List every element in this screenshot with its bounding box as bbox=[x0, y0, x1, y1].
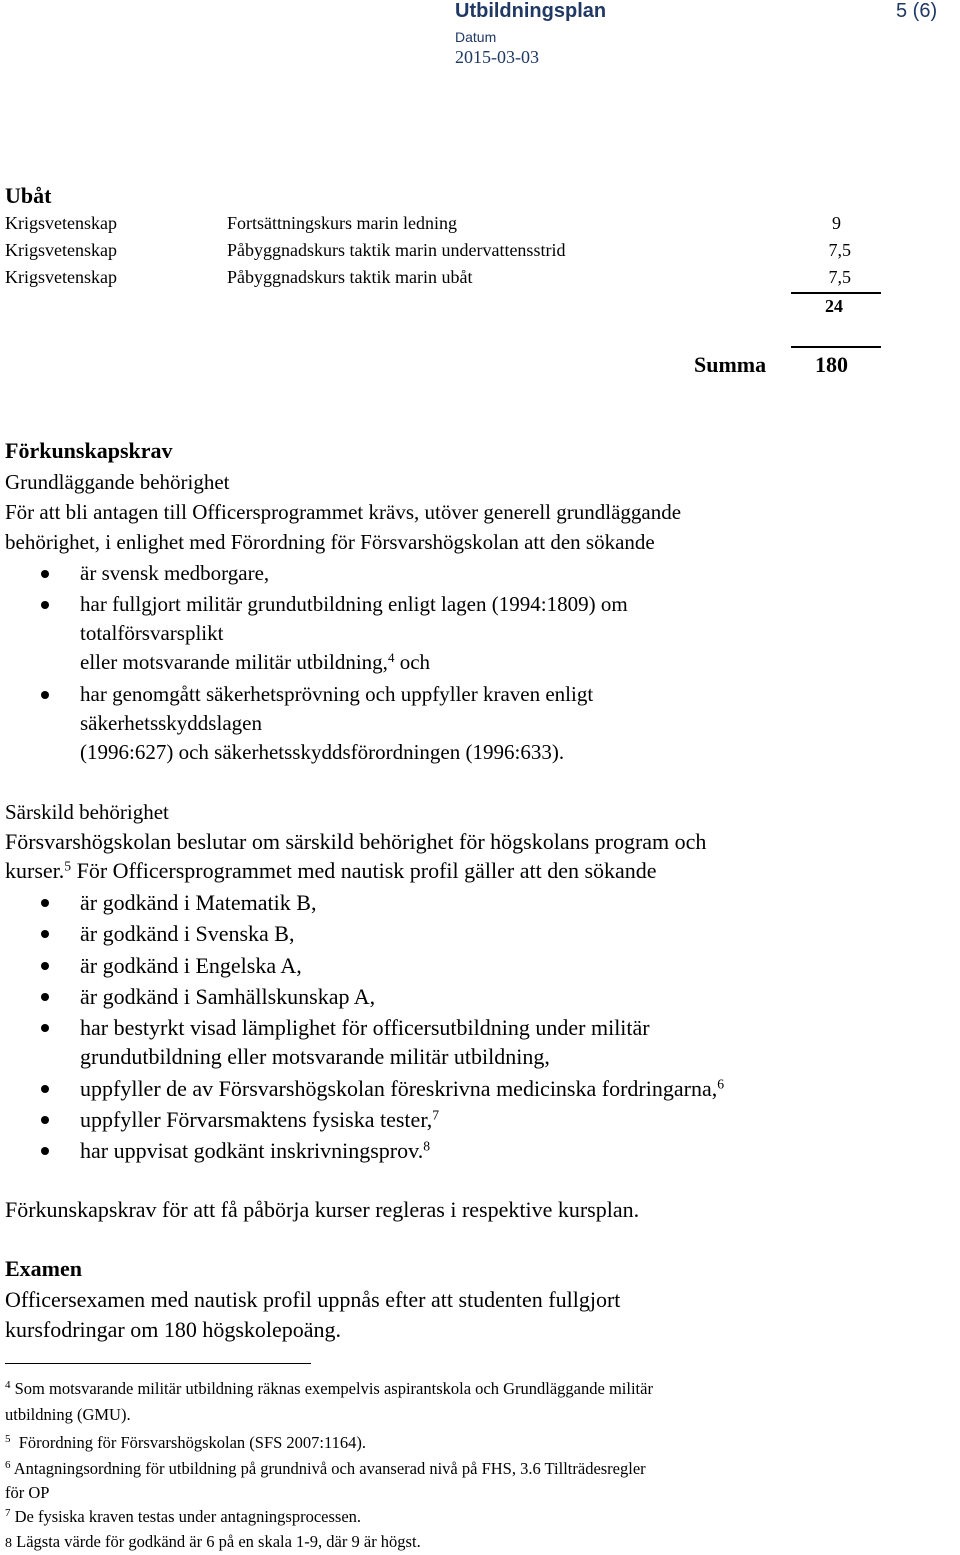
requirement-item-cont: eller motsvarande militär utbildning,$^4$ och bbox=[80, 649, 431, 674]
ubat-heading: Ubåt bbox=[5, 183, 52, 208]
date-value: 2015-03-03 bbox=[455, 47, 539, 67]
bullet-icon bbox=[41, 962, 49, 970]
footnote-5: $^5$ Förordning för Försvarshögskolan (SFS 2007:1164). bbox=[5, 1433, 367, 1452]
course-credits: 7,5 bbox=[828, 240, 851, 260]
requirement-item: har bestyrkt visad lämplighet för officersutbildning under militär bbox=[80, 1015, 650, 1040]
footnote-7: $^7$ De fysiska kraven testas under antagningsprocessen. bbox=[5, 1507, 362, 1526]
requirement-item: har fullgjort militär grundutbildning enligt lagen (1994:1809) om bbox=[80, 592, 628, 616]
footnote-ref: 6 bbox=[717, 1076, 725, 1092]
basic-eligibility-text: behörighet, i enlighet med Förordning för Försvarshögskolan att den sökande bbox=[5, 530, 655, 554]
bullet-icon bbox=[41, 930, 49, 938]
requirement-item-cont: säkerhetsskyddslagen bbox=[80, 711, 262, 735]
requirement-item: uppfyller de av Försvarshögskolan föreskrivna medicinska fordringarna,$^6$ bbox=[80, 1076, 725, 1101]
special-eligibility-text: kurser.$^5$ För Officersprogrammet med nautisk profil gäller att den sökande bbox=[5, 858, 657, 883]
footnote-ref: 5 bbox=[64, 858, 72, 874]
footnote-6: $^6$ Antagningsordning för utbildning på grundnivå och avanserad nivå på FHS, 3.6 Tillträdesregler bbox=[5, 1459, 646, 1478]
course-credits: 7,5 bbox=[828, 267, 851, 287]
footnote-4: $^4$ Som motsvarande militär utbildning räknas exempelvis aspirantskola och Grundläggande militär bbox=[5, 1379, 653, 1398]
requirement-item-cont: (1996:627) och säkerhetsskyddsförordningen (1996:633). bbox=[80, 740, 565, 764]
bullet-icon bbox=[41, 1085, 49, 1093]
requirement-item: är godkänd i Svenska B, bbox=[80, 921, 295, 946]
requirement-item-cont: grundutbildning eller motsvarande militär utbildning, bbox=[80, 1044, 550, 1069]
course-name: Påbyggnadskurs taktik marin undervattensstrid bbox=[227, 240, 566, 260]
document-title: Utbildningsplan bbox=[455, 0, 607, 22]
subtotal-value: 24 bbox=[825, 296, 843, 316]
bullet-icon bbox=[41, 570, 49, 578]
footnote-ref: 7 bbox=[432, 1107, 440, 1123]
footnote-ref: 4 bbox=[387, 649, 395, 665]
sum-value: 180 bbox=[815, 352, 848, 377]
requirement-item: har genomgått säkerhetsprövning och uppfyller kraven enligt bbox=[80, 682, 594, 706]
exam-text: kursfodringar om 180 högskolepoäng. bbox=[5, 1317, 342, 1342]
bullet-icon bbox=[41, 899, 49, 907]
requirement-item: uppfyller Förvarsmaktens fysiska tester,$^7$ bbox=[80, 1107, 440, 1132]
special-eligibility-heading: Särskild behörighet bbox=[5, 800, 169, 824]
page-number: 5 (6) bbox=[896, 0, 938, 22]
requirement-item: är svensk medborgare, bbox=[80, 561, 270, 585]
exam-text: Officersexamen med nautisk profil uppnås efter att studenten fullgjort bbox=[5, 1287, 621, 1312]
footnote-separator bbox=[5, 1363, 311, 1364]
date-label: Datum bbox=[455, 29, 497, 45]
bullet-icon bbox=[41, 993, 49, 1001]
bullet-icon bbox=[41, 601, 49, 609]
footnote-4-cont: utbildning (GMU). bbox=[5, 1405, 131, 1424]
requirement-item: har uppvisat godkänt inskrivningsprov.$^8$ bbox=[80, 1138, 431, 1163]
course-area: Krigsvetenskap bbox=[5, 267, 117, 287]
course-credits: 9 bbox=[832, 213, 841, 233]
subtotal-rule bbox=[791, 292, 881, 294]
special-eligibility-text: Försvarshögskolan beslutar om särskild behörighet för högskolans program och bbox=[5, 829, 707, 854]
exam-heading: Examen bbox=[5, 1256, 82, 1281]
basic-eligibility-text: För att bli antagen till Officersprogrammet krävs, utöver generell grundläggande bbox=[5, 500, 682, 524]
footnote-ref: 8 bbox=[423, 1138, 431, 1154]
course-area: Krigsvetenskap bbox=[5, 240, 117, 260]
prerequisites-heading: Förkunskapskrav bbox=[5, 438, 173, 463]
course-prerequisite-text: Förkunskapskrav för att få påbörja kurser regleras i respektive kursplan. bbox=[5, 1197, 640, 1222]
requirement-item: är godkänd i Engelska A, bbox=[80, 953, 302, 978]
footnote-8: 8 Lägsta värde för godkänd är 6 på en skala 1-9, där 9 är högst. bbox=[5, 1532, 421, 1551]
bullet-icon bbox=[41, 691, 49, 699]
requirement-item: är godkänd i Samhällskunskap A, bbox=[80, 984, 376, 1009]
bullet-icon bbox=[41, 1147, 49, 1155]
requirement-item-cont: totalförsvarsplikt bbox=[80, 621, 224, 645]
course-name: Fortsättningskurs marin ledning bbox=[227, 213, 457, 233]
sum-label: Summa bbox=[694, 352, 767, 377]
basic-eligibility-heading: Grundläggande behörighet bbox=[5, 470, 230, 494]
bullet-icon bbox=[41, 1116, 49, 1124]
bullet-icon bbox=[41, 1024, 49, 1032]
footnote-6-cont: för OP bbox=[5, 1483, 50, 1502]
requirement-item: är godkänd i Matematik B, bbox=[80, 890, 317, 915]
sum-rule bbox=[791, 346, 881, 348]
course-name: Påbyggnadskurs taktik marin ubåt bbox=[227, 267, 473, 287]
course-area: Krigsvetenskap bbox=[5, 213, 117, 233]
